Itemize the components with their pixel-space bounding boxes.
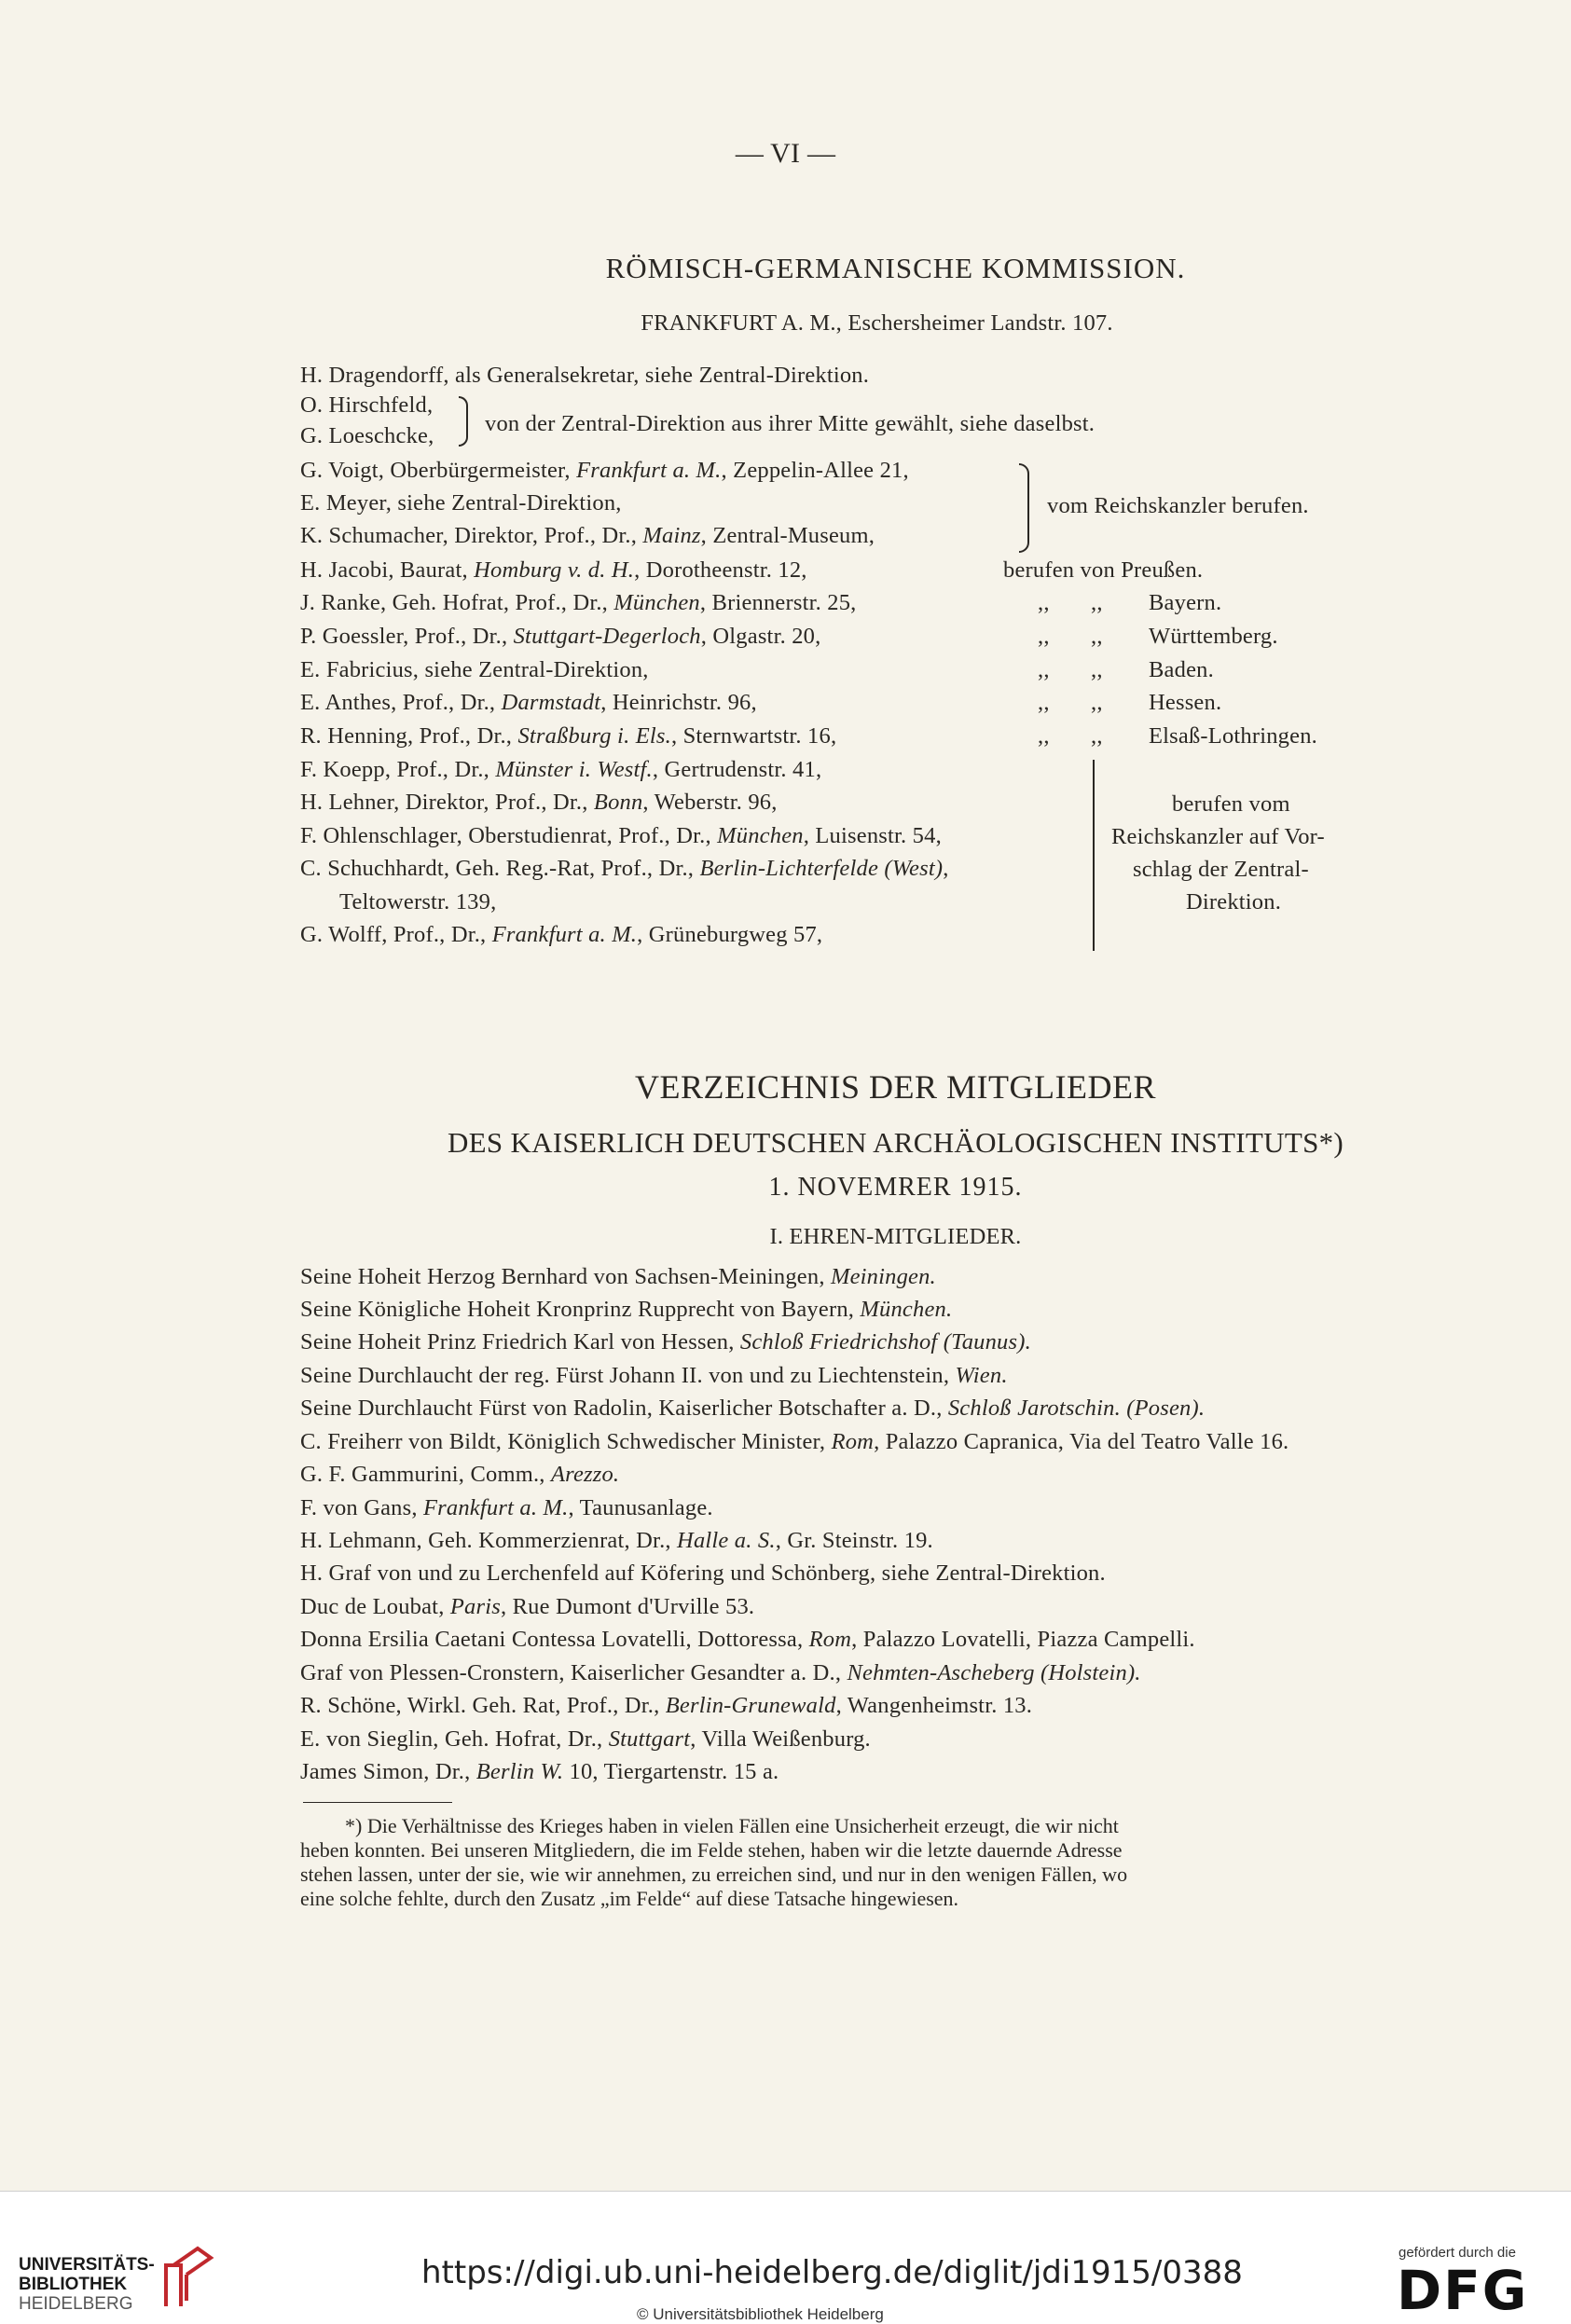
member-entry: Seine Durchlaucht der reg. Fürst Johann II. von und zu Liechtenstein, Wien. [300, 1363, 1008, 1388]
commission-line: C. Schuchhardt, Geh. Reg.-Rat, Prof., Dr., Berlin-Lichterfelde (West), [300, 856, 949, 881]
footnote-rule [303, 1802, 452, 1803]
ditto-mark: ,, [1091, 624, 1103, 649]
commission-address: FRANKFURT A. M., Eschersheimer Landstr. 107. [641, 310, 1113, 336]
copyright-notice: © Universitätsbibliothek Heidelberg [637, 2305, 884, 2323]
library-name: UNIVERSITÄTS- [19, 2255, 155, 2275]
library-name: HEIDELBERG [19, 2294, 133, 2314]
member-entry: H. Lehmann, Geh. Kommerzienrat, Dr., Halle a. S., Gr. Steinstr. 19. [300, 1528, 933, 1553]
state-note: Bayern. [1149, 590, 1222, 615]
member-entry: H. Graf von und zu Lerchenfeld auf Köfering und Schönberg, siehe Zentral-Direktion. [300, 1561, 1106, 1586]
member-entry: C. Freiherr von Bildt, Königlich Schwedischer Minister, Rom, Palazzo Capranica, Via del Teatro Valle 16. [300, 1429, 1289, 1454]
commission-line: H. Lehner, Direktor, Prof., Dr., Bonn, Weberstr. 96, [300, 790, 778, 815]
state-note: Elsaß-Lothringen. [1149, 723, 1317, 749]
ditto-mark: ,, [1091, 657, 1103, 682]
permalink-url[interactable]: https://digi.ub.uni-heidelberg.de/diglit/jdi1915/0388 [421, 2254, 1243, 2291]
member-entry: Seine Königliche Hoheit Kronprinz Rupprecht von Bayern, München. [300, 1297, 953, 1322]
group-note: berufen vom [1172, 791, 1290, 817]
ditto-mark: ,, [1038, 690, 1050, 715]
member-entry: James Simon, Dr., Berlin W. 10, Tiergartenstr. 15 a. [300, 1759, 779, 1784]
commission-line: K. Schumacher, Direktor, Prof., Dr., Mainz, Zentral-Museum, [300, 523, 875, 548]
commission-line: G. Wolff, Prof., Dr., Frankfurt a. M., Grüneburgweg 57, [300, 922, 823, 947]
group-note: Direktion. [1186, 889, 1282, 914]
member-entry: G. F. Gammurini, Comm., Arezzo. [300, 1462, 620, 1487]
ditto-mark: ,, [1091, 690, 1103, 715]
ditto-mark: ,, [1038, 624, 1050, 649]
member-entry: Seine Hoheit Herzog Bernhard von Sachsen-Meiningen, Meiningen. [300, 1264, 936, 1289]
footnote-line: *) Die Verhältnisse des Krieges haben in vielen Fällen eine Unsicherheit erzeugt, die wir nicht [345, 1814, 1119, 1837]
member-entry: E. von Sieglin, Geh. Hofrat, Dr., Stuttgart, Villa Weißenburg. [300, 1726, 871, 1752]
commission-line: H. Dragendorff, als Generalsekretar, siehe Zentral-Direktion. [300, 363, 870, 388]
group-note: von der Zentral-Direktion aus ihrer Mitte gewählt, siehe daselbst. [485, 411, 1096, 436]
commission-line: F. Koepp, Prof., Dr., Münster i. Westf., Gertrudenstr. 41, [300, 757, 822, 782]
group-note: schlag der Zentral- [1133, 857, 1309, 882]
ditto-mark: ,, [1091, 590, 1103, 615]
commission-line: R. Henning, Prof., Dr., Straßburg i. Els., Sternwartstr. 16, [300, 723, 837, 749]
state-note: Württemberg. [1149, 624, 1278, 649]
state-note: berufen von Preußen. [1003, 557, 1204, 583]
commission-line: G. Loeschcke, [300, 423, 434, 448]
library-logo-icon [160, 2245, 218, 2310]
member-entry: F. von Gans, Frankfurt a. M., Taunusanlage. [300, 1495, 713, 1520]
brace [1019, 463, 1029, 553]
commission-line: F. Ohlenschlager, Oberstudienrat, Prof., Dr., München, Luisenstr. 54, [300, 823, 942, 848]
member-entry: Seine Hoheit Prinz Friedrich Karl von Hessen, Schloß Friedrichshof (Taunus). [300, 1329, 1031, 1355]
member-entry: Graf von Plessen-Cronstern, Kaiserlicher Gesandter a. D., Nehmten-Ascheberg (Holstein). [300, 1660, 1141, 1685]
state-note: Hessen. [1149, 690, 1222, 715]
members-date: 1. NOVEMRER 1915. [768, 1173, 1023, 1202]
funder-caption: gefördert durch die [1399, 2245, 1516, 2261]
brace [459, 396, 468, 447]
ditto-mark: ,, [1038, 590, 1050, 615]
commission-line: E. Fabricius, siehe Zentral-Direktion, [300, 657, 649, 682]
member-entry: R. Schöne, Wirkl. Geh. Rat, Prof., Dr., Berlin-Grunewald, Wangenheimstr. 13. [300, 1693, 1033, 1718]
members-subheading: DES KAISERLICH DEUTSCHEN ARCHÄOLOGISCHEN INSTITUTS*) [447, 1126, 1344, 1159]
commission-line: J. Ranke, Geh. Hofrat, Prof., Dr., München, Briennerstr. 25, [300, 590, 857, 615]
ditto-mark: ,, [1038, 657, 1050, 682]
group-note: vom Reichskanzler berufen. [1047, 493, 1309, 518]
dfg-logo: DFG [1397, 2259, 1529, 2322]
commission-line: O. Hirschfeld, [300, 392, 434, 418]
commission-line: E. Meyer, siehe Zentral-Direktion, [300, 490, 622, 516]
ditto-mark: ,, [1038, 723, 1050, 749]
state-note: Baden. [1149, 657, 1214, 682]
group-bar [1093, 760, 1095, 951]
member-entry: Donna Ersilia Caetani Contessa Lovatelli, Dottoressa, Rom, Palazzo Lovatelli, Piazza Campelli. [300, 1627, 1195, 1652]
footnote-line: heben konnten. Bei unseren Mitgliedern, die im Felde stehen, haben wir die letzte dauernde Adresse [300, 1838, 1123, 1862]
footnote-line: stehen lassen, unter der sie, wie wir annehmen, zu erreichen sind, und nur in den wenigen Fällen, wo [300, 1863, 1128, 1886]
library-name: BIBLIOTHEK [19, 2275, 128, 2294]
member-entry: Duc de Loubat, Paris, Rue Dumont d'Urville 53. [300, 1594, 755, 1619]
commission-line: Teltowerstr. 139, [339, 889, 497, 914]
footnote-line: eine solche fehlte, durch den Zusatz „im Felde“ auf diese Tatsache hingewiesen. [300, 1887, 959, 1910]
group-note: Reichskanzler auf Vor- [1111, 824, 1325, 849]
commission-line: H. Jacobi, Baurat, Homburg v. d. H., Dorotheenstr. 12, [300, 557, 807, 583]
page-number: — VI — [735, 138, 836, 169]
commission-title: RÖMISCH-GERMANISCHE KOMMISSION. [605, 252, 1186, 284]
commission-line: G. Voigt, Oberbürgermeister, Frankfurt a. M., Zeppelin-Allee 21, [300, 458, 909, 483]
member-entry: Seine Durchlaucht Fürst von Radolin, Kaiserlicher Botschafter a. D., Schloß Jarotschin. (Posen). [300, 1396, 1206, 1421]
members-heading: VERZEICHNIS DER MITGLIEDER [635, 1068, 1156, 1106]
section-title: I. EHREN-MITGLIEDER. [769, 1224, 1022, 1249]
commission-line: E. Anthes, Prof., Dr., Darmstadt, Heinrichstr. 96, [300, 690, 757, 715]
ditto-mark: ,, [1091, 723, 1103, 749]
commission-line: P. Goessler, Prof., Dr., Stuttgart-Degerloch, Olgastr. 20, [300, 624, 821, 649]
